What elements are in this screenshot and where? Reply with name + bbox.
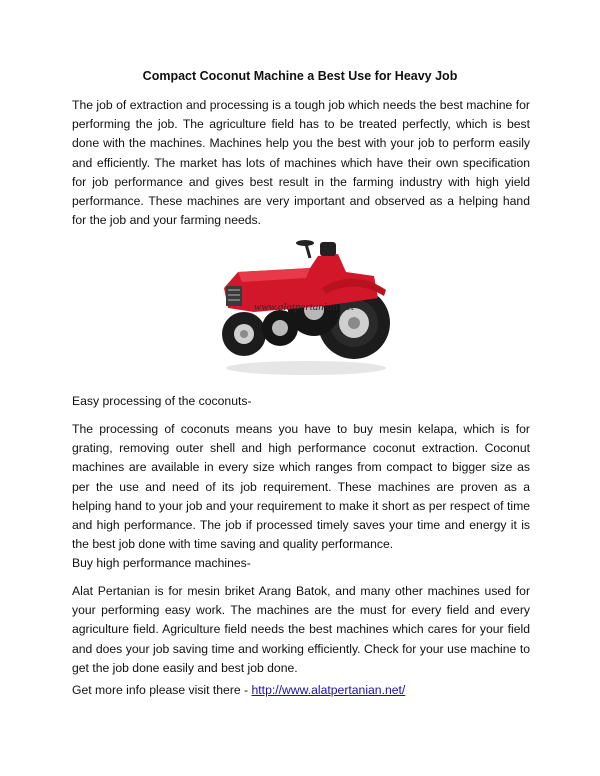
section1-heading: Easy processing of the coconuts- (72, 394, 252, 408)
section1-paragraph: The processing of coconuts means you have to buy mesin kelapa, which is for grating, removing outer shell and high performance coconut extraction. Coconut machines are available in every size which ranges from compact to bigger size as per the use and need of its job requirement. These machines are proven as a helping hand to your job and your requirement to make it short as per respect of time and high performance. The job if processed timely saves your time and energy it is the best job done with time saving and quality performance. (72, 422, 530, 552)
footer-line (72, 681, 530, 700)
intro-paragraph: The job of extraction and processing is a tough job which needs the best machine for performing the job. The agriculture field has to be treated perfectly, which is best done with the machines. Machines help you the best with your job to perform easily and efficiently. The market has lots of machines which have their own specification for job performance and gives best result in the farming industry with high yield performance. These machines are very important and observed as a helping hand for the job and your farming needs. (72, 98, 530, 228)
watermark-text: www.alatpertanian.net (253, 301, 355, 313)
section2-heading: Buy high performance machines- (72, 556, 251, 570)
website-link[interactable]: http://www.alatpertanian.net/ (251, 683, 406, 697)
page-title: Compact Coconut Machine a Best Use for Heavy Job (142, 69, 458, 83)
footer-prefix: Get more info please visit there - (72, 683, 252, 697)
section2-paragraph: Alat Pertanian is for mesin briket Arang Batok, and many other machines used for your performing easy work. The machines are the must for every field and every agriculture field. Agriculture field needs the best machines which cares for your field and does your job saving time and working efficiently. Check for your use machine to get the job done easily and best job done. (72, 584, 530, 675)
tractor-image (214, 228, 392, 378)
tractor-illustration (214, 228, 392, 378)
